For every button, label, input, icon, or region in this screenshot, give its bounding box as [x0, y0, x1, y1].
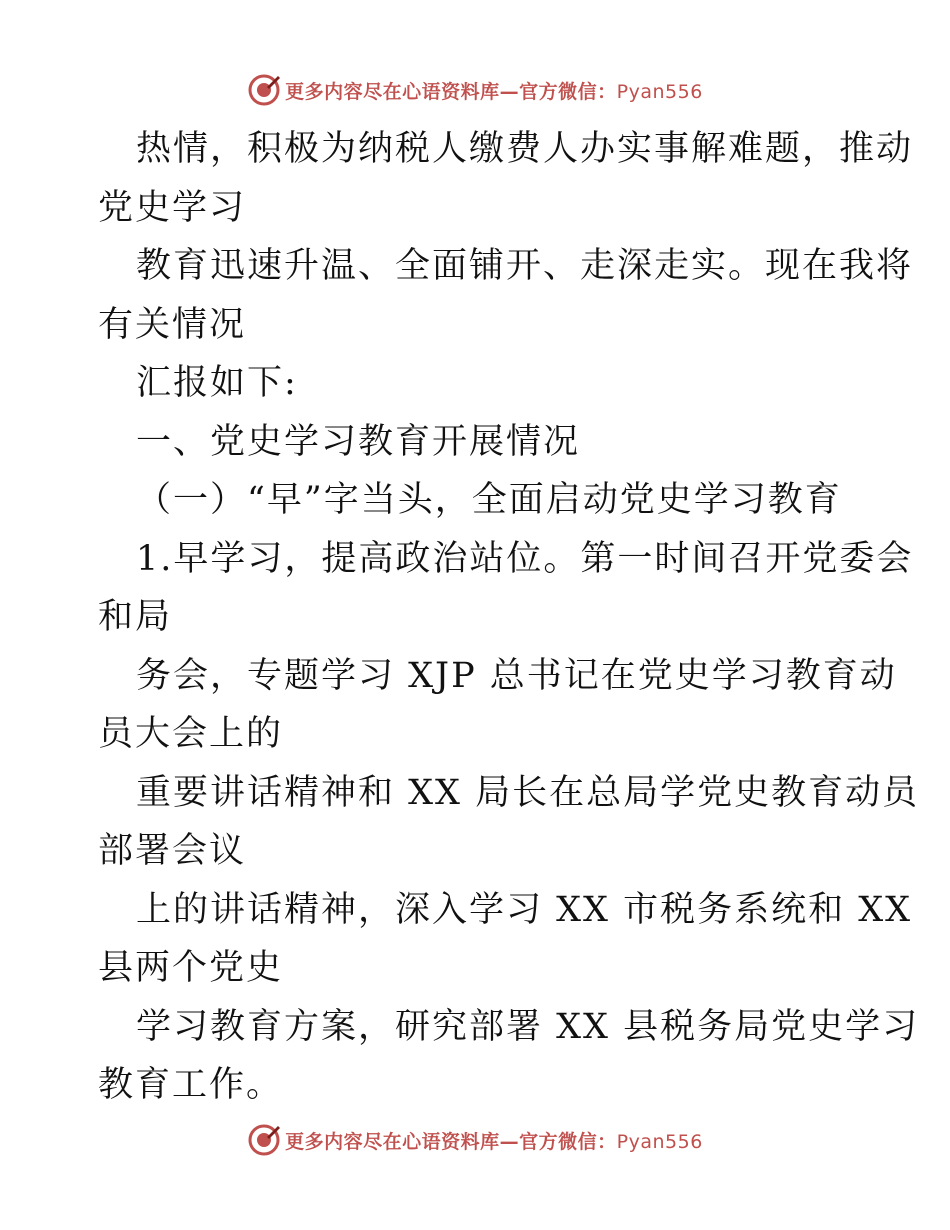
text-line: 县两个党史 — [98, 948, 284, 988]
text-line: 党史学习 — [98, 187, 247, 228]
pen-logo-icon — [247, 73, 281, 107]
subsection-heading: （一）“早”字当头，全面启动党史学习教育 — [136, 480, 842, 520]
text-line: 学习教育方案，研究部署 XX 县税务局党史学习 — [136, 1006, 920, 1047]
text-line: 部署会议 — [98, 831, 247, 871]
text-line: 有关情况 — [98, 304, 247, 345]
document-body — [98, 120, 920, 1115]
footer-banner-wechat: Pyan556 — [616, 1130, 703, 1153]
text-line: 汇报如下: — [136, 363, 298, 403]
text-line: 重要讲话精神和 XX 局长在总局学党史教育动员 — [136, 772, 920, 813]
header-banner-wechat: Pyan556 — [616, 80, 703, 103]
pen-logo-icon — [247, 1123, 281, 1157]
text-line: 上的讲话精神，深入学习 XX 市税务系统和 XX — [136, 889, 913, 930]
header-watermark-banner — [0, 70, 950, 110]
text-line: 务会，专题学习 XJP 总书记在党史学习教育动 — [136, 655, 897, 696]
text-line: 教育工作。 — [98, 1065, 284, 1105]
text-line: 教育迅速升温、全面铺开、走深走实。现在我将 — [136, 246, 914, 286]
footer-banner-text: 更多内容尽在心语资料库—官方微信： — [285, 1130, 617, 1153]
footer-watermark-banner — [0, 1120, 950, 1160]
text-line: 和局 — [98, 597, 173, 637]
text-line: 员大会上的 — [98, 714, 284, 754]
text-line: 热情，积极为纳税人缴费人办实事解难题，推动 — [136, 129, 914, 169]
section-heading: 一、党史学习教育开展情况 — [136, 421, 581, 462]
text-line: 1.早学习，提高政治站位。第一时间召开党委会 — [136, 538, 914, 579]
header-banner-text: 更多内容尽在心语资料库—官方微信： — [285, 80, 617, 103]
